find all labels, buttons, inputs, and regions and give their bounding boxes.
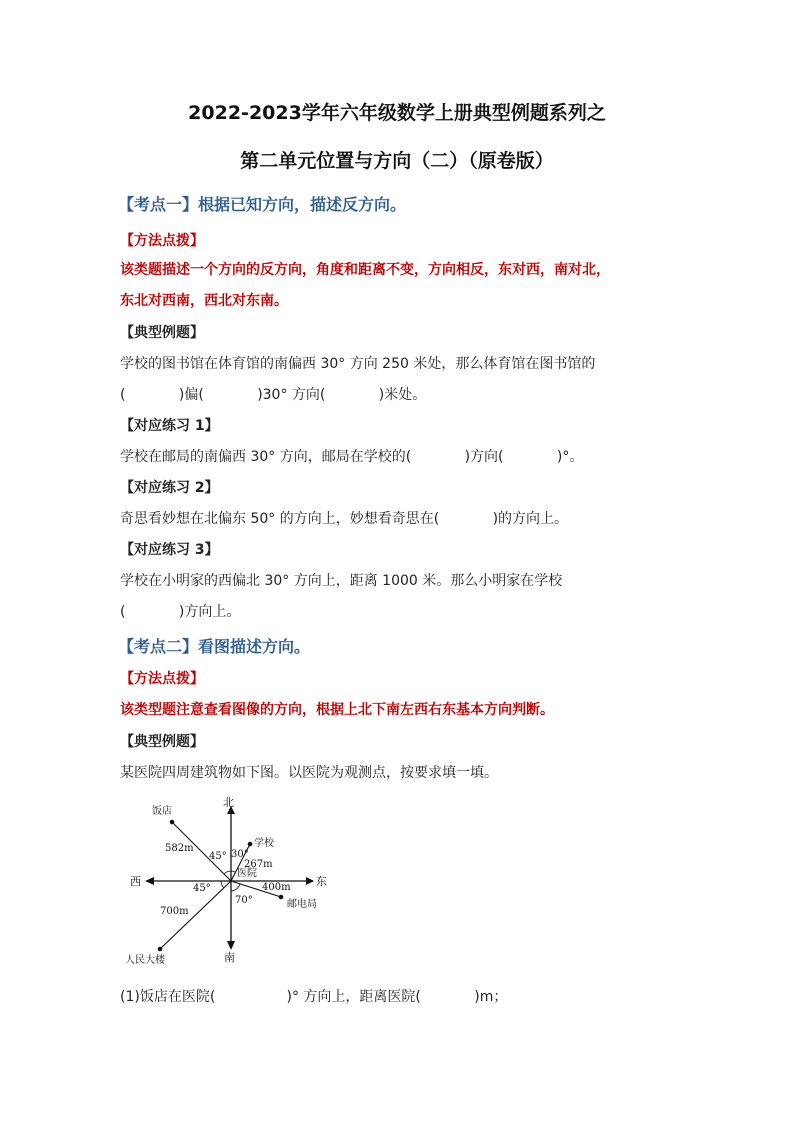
post-dist-label: 400m: [262, 882, 291, 893]
center-label: 医院: [237, 868, 257, 879]
school-angle-label: 30°: [231, 849, 249, 860]
section2-example-tag: 【典型例题】: [120, 734, 204, 750]
south-label: 南: [224, 951, 235, 964]
section2-heading: 【考点二】看图描述方向。: [118, 637, 311, 656]
section1-heading: 【考点一】根据已知方向，描述反方向。: [118, 195, 407, 214]
school-point: [248, 842, 253, 847]
school-dist-label: 267m: [244, 859, 273, 870]
section2-method-line1: 该类型题注意查看图像的方向，根据上北下南左西右东基本方向判断。: [120, 702, 554, 718]
post-angle-label: 70°: [235, 895, 253, 906]
exercise1-tag: 【对应练习 1】: [120, 418, 219, 434]
post-label: 邮电局: [287, 899, 317, 910]
section1-example-tag: 【典型例题】: [120, 325, 204, 341]
building-dist-label: 700m: [160, 906, 189, 917]
exercise3-tag: 【对应练习 3】: [120, 542, 219, 558]
post-point: [279, 895, 284, 900]
exercise2-tag: 【对应练习 2】: [120, 480, 219, 496]
title-line-1: 2022-2023学年六年级数学上册典型例题系列之: [188, 102, 606, 124]
exercise3-line2: ( )方向上。: [120, 604, 241, 620]
east-label: 东: [316, 875, 327, 888]
building-angle-label: 45°: [193, 883, 211, 894]
building-point: [158, 947, 163, 952]
exercise3-line1: 学校在小明家的西偏北 30° 方向上，距离 1000 米。那么小明家在学校: [120, 573, 563, 589]
building-label: 人民大楼: [125, 955, 165, 966]
title-line-2: 第二单元位置与方向（二）（原卷版）: [240, 150, 554, 172]
section1-example-line1: 学校的图书馆在体育馆的南偏西 30° 方向 250 米处，那么体育馆在图书馆的: [120, 356, 596, 372]
north-label: 北: [223, 796, 234, 809]
hotel-point: [170, 820, 175, 825]
hotel-dist-label: 582m: [165, 843, 194, 854]
section1-example-line2: ( )偏( )30° 方向( )米处。: [120, 387, 427, 403]
exercise1-text: 学校在邮局的南偏西 30° 方向，邮局在学校的( )方向( )°。: [120, 449, 584, 465]
question-1: (1)饭店在医院( )° 方向上，距离医院( )m；: [120, 989, 508, 1005]
hotel-angle-label: 45°: [209, 851, 227, 862]
section1-method-tag: 【方法点拨】: [120, 233, 204, 249]
section1-method-line1: 该类题描述一个方向的反方向，角度和距离不变，方向相反，东对西，南对北，: [120, 262, 610, 278]
school-label: 学校: [254, 838, 274, 849]
section2-method-tag: 【方法点拨】: [120, 671, 204, 687]
exercise2-text: 奇思看妙想在北偏东 50° 的方向上，妙想看奇思在( )的方向上。: [120, 511, 569, 527]
section1-method-line2: 东北对西南，西北对东南。: [120, 293, 288, 309]
west-label: 西: [130, 875, 141, 888]
direction-diagram: [115, 793, 355, 973]
section2-example-line1: 某医院四周建筑物如下图。以医院为观测点，按要求填一填。: [120, 765, 498, 781]
hotel-label: 饭店: [152, 806, 172, 817]
